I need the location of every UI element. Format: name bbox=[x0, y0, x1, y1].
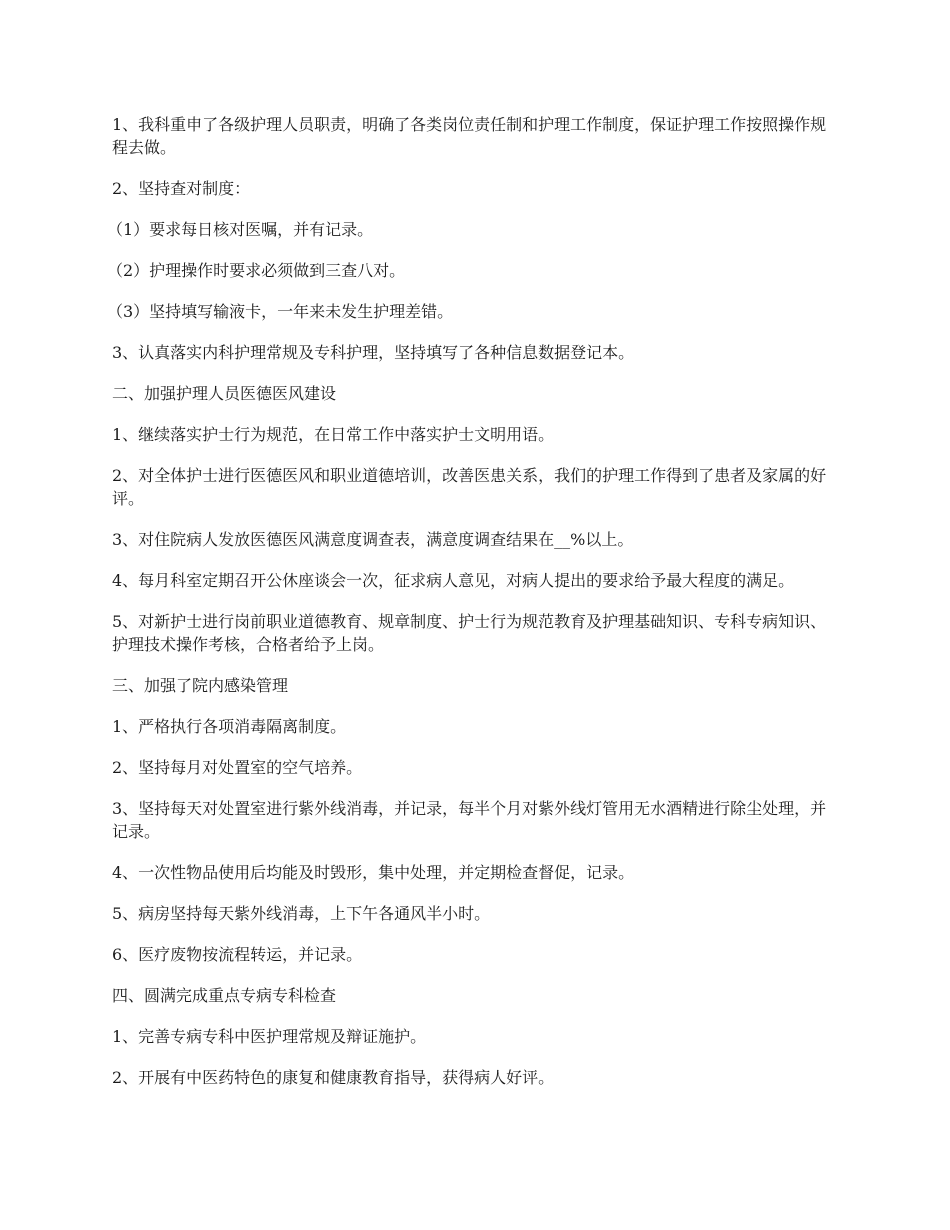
paragraph-infection-2: 2、坚持每月对处置室的空气培养。 bbox=[112, 758, 363, 777]
paragraph-infection-4: 4、一次性物品使用后均能及时毁形，集中处理，并定期检查督促，记录。 bbox=[112, 863, 635, 882]
paragraph-infection-3: 3、坚持每天对处置室进行紫外线消毒，并记录，每半个月对紫外线灯管用无水酒精进行除尘处理，并记录。 bbox=[112, 799, 827, 841]
paragraph-inspection-1: 1、完善专病专科中医护理常规及辩证施护。 bbox=[112, 1027, 427, 1046]
paragraph-ethics-2: 2、对全体护士进行医德医风和职业道德培训，改善医患关系，我们的护理工作得到了患者及家属的好评。 bbox=[112, 466, 827, 508]
paragraph-check-1: （1）要求每日核对医嘱，并有记录。 bbox=[107, 220, 374, 239]
paragraph-infection-6: 6、医疗废物按流程转运，并记录。 bbox=[112, 945, 363, 964]
paragraph-check-system: 2、坚持查对制度： bbox=[112, 179, 251, 198]
paragraph-check-2: （2）护理操作时要求必须做到三查八对。 bbox=[107, 261, 406, 280]
section-heading-inspection: 四、圆满完成重点专病专科检查 bbox=[112, 986, 337, 1005]
paragraph-ethics-1: 1、继续落实护士行为规范，在日常工作中落实护士文明用语。 bbox=[112, 425, 555, 444]
paragraph-ethics-4: 4、每月科室定期召开公休座谈会一次，征求病人意见，对病人提出的要求给予最大程度的满足。 bbox=[112, 571, 795, 590]
section-heading-infection: 三、加强了院内感染管理 bbox=[112, 676, 289, 695]
paragraph-ethics-3: 3、对住院病人发放医德医风满意度调查表，满意度调查结果在__%以上。 bbox=[112, 530, 634, 549]
paragraph-duties: 1、我科重申了各级护理人员职责，明确了各类岗位责任制和护理工作制度，保证护理工作按照操作规程去做。 bbox=[112, 115, 827, 157]
paragraph-nursing-routine: 3、认真落实内科护理常规及专科护理，坚持填写了各种信息数据登记本。 bbox=[112, 343, 635, 362]
paragraph-ethics-5: 5、对新护士进行岗前职业道德教育、规章制度、护士行为规范教育及护理基础知识、专科专病知识、护理技术操作考核，合格者给予上岗。 bbox=[112, 612, 827, 654]
paragraph-inspection-2: 2、开展有中医药特色的康复和健康教育指导，获得病人好评。 bbox=[112, 1068, 555, 1087]
paragraph-infection-1: 1、严格执行各项消毒隔离制度。 bbox=[112, 717, 347, 736]
section-heading-ethics: 二、加强护理人员医德医风建设 bbox=[112, 384, 337, 403]
paragraph-check-3: （3）坚持填写输液卡，一年来未发生护理差错。 bbox=[107, 302, 454, 321]
document-body bbox=[107, 113, 832, 1107]
paragraph-infection-5: 5、病房坚持每天紫外线消毒，上下午各通风半小时。 bbox=[112, 904, 491, 923]
